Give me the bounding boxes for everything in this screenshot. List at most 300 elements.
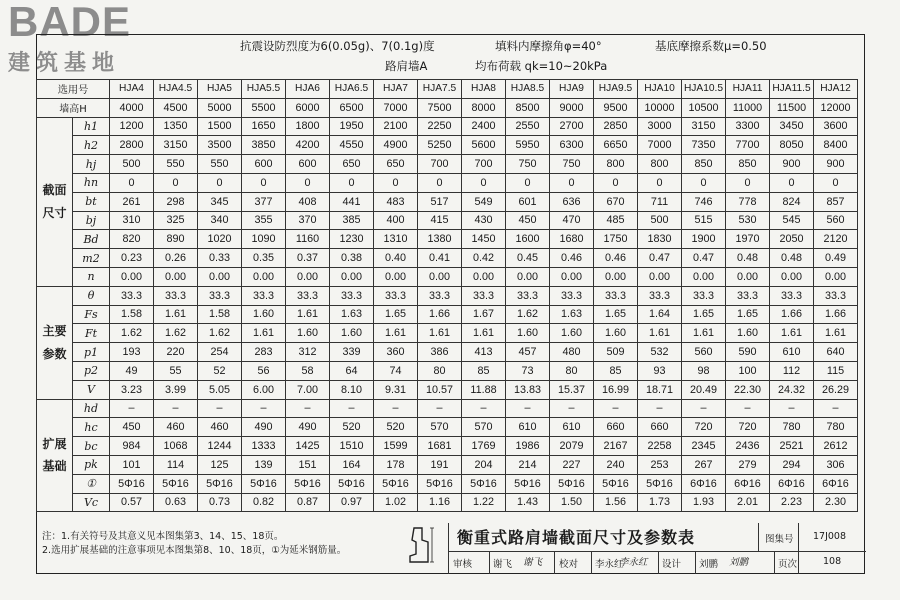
table-row bbox=[37, 380, 858, 399]
value-cell: – bbox=[374, 399, 418, 418]
value-cell: 0.47 bbox=[682, 249, 726, 268]
model-cell: HJA6 bbox=[286, 80, 330, 99]
value-cell: 6Φ16 bbox=[682, 474, 726, 493]
value-cell: 93 bbox=[638, 361, 682, 380]
value-cell: 386 bbox=[418, 343, 462, 362]
page-label: 页次 bbox=[778, 559, 798, 570]
value-cell: 33.3 bbox=[550, 286, 594, 305]
value-cell: 0.63 bbox=[154, 493, 198, 512]
value-cell: – bbox=[286, 399, 330, 418]
value-cell: 1380 bbox=[418, 230, 462, 249]
header-line-1 bbox=[200, 38, 860, 52]
value-cell: 570 bbox=[418, 418, 462, 437]
row-symbol: hn bbox=[73, 173, 110, 192]
value-cell: 1090 bbox=[242, 230, 286, 249]
height-cell: 4000 bbox=[110, 98, 154, 117]
model-cell: HJA11 bbox=[726, 80, 770, 99]
value-cell: 500 bbox=[110, 155, 154, 174]
value-cell: 430 bbox=[462, 211, 506, 230]
value-cell: 0.45 bbox=[506, 249, 550, 268]
value-cell: 0.00 bbox=[550, 267, 594, 286]
value-cell: 1.60 bbox=[594, 324, 638, 343]
value-cell: 1.58 bbox=[110, 305, 154, 324]
height-cell: 9000 bbox=[550, 98, 594, 117]
value-cell: 0 bbox=[330, 173, 374, 192]
value-cell: 850 bbox=[682, 155, 726, 174]
value-cell: 900 bbox=[770, 155, 814, 174]
designer-signature: 刘鹏 bbox=[729, 557, 749, 568]
value-cell: 1769 bbox=[462, 437, 506, 456]
value-cell: 1.22 bbox=[462, 493, 506, 512]
table-row bbox=[37, 173, 858, 192]
value-cell: 1.63 bbox=[550, 305, 594, 324]
value-cell: 2258 bbox=[638, 437, 682, 456]
value-cell: 1.66 bbox=[814, 305, 858, 324]
value-cell: 780 bbox=[770, 418, 814, 437]
value-cell: 560 bbox=[814, 211, 858, 230]
value-cell: 33.3 bbox=[418, 286, 462, 305]
value-cell: 601 bbox=[506, 192, 550, 211]
value-cell: 267 bbox=[682, 455, 726, 474]
value-cell: 3850 bbox=[242, 136, 286, 155]
value-cell: 0.26 bbox=[154, 249, 198, 268]
row-symbol: hc bbox=[73, 418, 110, 437]
value-cell: 1750 bbox=[594, 230, 638, 249]
table-row bbox=[37, 305, 858, 324]
model-cell: HJA9.5 bbox=[594, 80, 638, 99]
value-cell: 253 bbox=[638, 455, 682, 474]
value-cell: – bbox=[726, 399, 770, 418]
value-cell: 515 bbox=[682, 211, 726, 230]
height-cell: 5000 bbox=[198, 98, 242, 117]
value-cell: 610 bbox=[506, 418, 550, 437]
value-cell: 441 bbox=[330, 192, 374, 211]
value-cell: 750 bbox=[506, 155, 550, 174]
table-row bbox=[37, 418, 858, 437]
value-cell: 33.3 bbox=[770, 286, 814, 305]
header-fill-friction: 填料内摩擦角φ=40° bbox=[495, 39, 602, 53]
value-cell: 480 bbox=[550, 343, 594, 362]
value-cell: 0.73 bbox=[198, 493, 242, 512]
value-cell: 1.60 bbox=[506, 324, 550, 343]
value-cell: 0.33 bbox=[198, 249, 242, 268]
row-symbol: h1 bbox=[73, 117, 110, 136]
value-cell: 610 bbox=[550, 418, 594, 437]
value-cell: 0.38 bbox=[330, 249, 374, 268]
value-cell: 700 bbox=[462, 155, 506, 174]
checker-name: 李永红 bbox=[595, 559, 624, 570]
designer-name: 刘鹏 bbox=[699, 559, 719, 570]
value-cell: 1510 bbox=[330, 437, 374, 456]
value-cell: 408 bbox=[286, 192, 330, 211]
value-cell: 377 bbox=[242, 192, 286, 211]
value-cell: – bbox=[242, 399, 286, 418]
value-cell: – bbox=[418, 399, 462, 418]
review-label: 审核 bbox=[453, 559, 473, 570]
value-cell: 33.3 bbox=[682, 286, 726, 305]
value-cell: 139 bbox=[242, 455, 286, 474]
value-cell: 114 bbox=[154, 455, 198, 474]
value-cell: 254 bbox=[198, 343, 242, 362]
value-cell: 1.62 bbox=[506, 305, 550, 324]
value-cell: 3.23 bbox=[110, 380, 154, 399]
value-cell: 720 bbox=[682, 418, 726, 437]
value-cell: 1500 bbox=[198, 117, 242, 136]
value-cell: 279 bbox=[726, 455, 770, 474]
note-1: 注：1.有关符号及其意义见本图集第3、14、15、18页。 bbox=[42, 531, 284, 542]
value-cell: 530 bbox=[726, 211, 770, 230]
table-row bbox=[37, 211, 858, 230]
value-cell: – bbox=[198, 399, 242, 418]
model-cell: HJA10.5 bbox=[682, 80, 726, 99]
value-cell: 640 bbox=[814, 343, 858, 362]
row-symbol: p2 bbox=[73, 361, 110, 380]
value-cell: 1.66 bbox=[770, 305, 814, 324]
height-cell: 7000 bbox=[374, 98, 418, 117]
value-cell: 0 bbox=[726, 173, 770, 192]
value-cell: 98 bbox=[682, 361, 726, 380]
value-cell: 450 bbox=[506, 211, 550, 230]
value-cell: 6300 bbox=[550, 136, 594, 155]
group-label: 主要参数 bbox=[37, 286, 73, 399]
value-cell: 52 bbox=[198, 361, 242, 380]
value-cell: 7350 bbox=[682, 136, 726, 155]
value-cell: 520 bbox=[330, 418, 374, 437]
value-cell: 1200 bbox=[110, 117, 154, 136]
value-cell: 1.63 bbox=[330, 305, 374, 324]
value-cell: 1.65 bbox=[374, 305, 418, 324]
value-cell: 6Φ16 bbox=[726, 474, 770, 493]
value-cell: 0.97 bbox=[330, 493, 374, 512]
value-cell: 5Φ16 bbox=[462, 474, 506, 493]
value-cell: 33.3 bbox=[594, 286, 638, 305]
value-cell: 820 bbox=[110, 230, 154, 249]
value-cell: 800 bbox=[638, 155, 682, 174]
value-cell: 0 bbox=[418, 173, 462, 192]
value-cell: 360 bbox=[374, 343, 418, 362]
value-cell: 18.71 bbox=[638, 380, 682, 399]
value-cell: 1.60 bbox=[550, 324, 594, 343]
value-cell: 0.37 bbox=[286, 249, 330, 268]
height-cell: 8500 bbox=[506, 98, 550, 117]
value-cell: 10.57 bbox=[418, 380, 462, 399]
value-cell: 778 bbox=[726, 192, 770, 211]
model-cell: HJA5 bbox=[198, 80, 242, 99]
value-cell: 26.29 bbox=[814, 380, 858, 399]
value-cell: 33.3 bbox=[506, 286, 550, 305]
value-cell: 1.50 bbox=[550, 493, 594, 512]
row-symbol: hj bbox=[73, 155, 110, 174]
value-cell: 74 bbox=[374, 361, 418, 380]
value-cell: 58 bbox=[286, 361, 330, 380]
value-cell: 4900 bbox=[374, 136, 418, 155]
value-cell: 4550 bbox=[330, 136, 374, 155]
value-cell: 370 bbox=[286, 211, 330, 230]
logo-brand-cn-text: 建筑基地 bbox=[8, 51, 121, 76]
value-cell: 1160 bbox=[286, 230, 330, 249]
value-cell: 0.00 bbox=[374, 267, 418, 286]
value-cell: 261 bbox=[110, 192, 154, 211]
value-cell: 13.83 bbox=[506, 380, 550, 399]
value-cell: 800 bbox=[594, 155, 638, 174]
value-cell: 2167 bbox=[594, 437, 638, 456]
value-cell: 0.00 bbox=[418, 267, 462, 286]
row-symbol: V bbox=[73, 380, 110, 399]
value-cell: 33.3 bbox=[198, 286, 242, 305]
value-cell: 9.31 bbox=[374, 380, 418, 399]
table-row bbox=[37, 192, 858, 211]
value-cell: 5950 bbox=[506, 136, 550, 155]
group-label: 扩展基础 bbox=[37, 399, 73, 512]
value-cell: 1.02 bbox=[374, 493, 418, 512]
page-number: 108 bbox=[823, 556, 842, 567]
value-cell: 560 bbox=[682, 343, 726, 362]
model-cell: HJA12 bbox=[814, 80, 858, 99]
value-cell: 0 bbox=[242, 173, 286, 192]
value-cell: 80 bbox=[550, 361, 594, 380]
header-line-2 bbox=[200, 58, 860, 72]
value-cell: 720 bbox=[726, 418, 770, 437]
value-cell: 3.99 bbox=[154, 380, 198, 399]
model-cell: HJA5.5 bbox=[242, 80, 286, 99]
value-cell: 0.00 bbox=[462, 267, 506, 286]
table-row bbox=[37, 361, 858, 380]
value-cell: 1800 bbox=[286, 117, 330, 136]
value-cell: 1425 bbox=[286, 437, 330, 456]
value-cell: 0.42 bbox=[462, 249, 506, 268]
value-cell: 1.60 bbox=[242, 305, 286, 324]
value-cell: 5Φ16 bbox=[154, 474, 198, 493]
value-cell: 1.65 bbox=[726, 305, 770, 324]
height-cell: 7500 bbox=[418, 98, 462, 117]
value-cell: 33.3 bbox=[462, 286, 506, 305]
value-cell: 590 bbox=[726, 343, 770, 362]
value-cell: 0 bbox=[154, 173, 198, 192]
value-cell: 470 bbox=[550, 211, 594, 230]
value-cell: 112 bbox=[770, 361, 814, 380]
model-cell: HJA4 bbox=[110, 80, 154, 99]
model-row bbox=[37, 80, 858, 99]
logo-brand-text: BADE bbox=[8, 0, 132, 45]
value-cell: – bbox=[110, 399, 154, 418]
value-cell: 1.62 bbox=[198, 324, 242, 343]
value-cell: 11.88 bbox=[462, 380, 506, 399]
value-cell: 214 bbox=[506, 455, 550, 474]
table-row bbox=[37, 117, 858, 136]
value-cell: 670 bbox=[594, 192, 638, 211]
value-cell: 33.3 bbox=[154, 286, 198, 305]
value-cell: 6.00 bbox=[242, 380, 286, 399]
value-cell: 306 bbox=[814, 455, 858, 474]
value-cell: 1.61 bbox=[154, 305, 198, 324]
value-cell: 0.46 bbox=[550, 249, 594, 268]
value-cell: 2050 bbox=[770, 230, 814, 249]
value-cell: – bbox=[814, 399, 858, 418]
height-cell: 5500 bbox=[242, 98, 286, 117]
value-cell: 485 bbox=[594, 211, 638, 230]
value-cell: 101 bbox=[110, 455, 154, 474]
table-row bbox=[37, 343, 858, 362]
row-symbol: bc bbox=[73, 437, 110, 456]
value-cell: 857 bbox=[814, 192, 858, 211]
value-cell: 0.00 bbox=[154, 267, 198, 286]
value-cell: 33.3 bbox=[242, 286, 286, 305]
value-cell: 545 bbox=[770, 211, 814, 230]
value-cell: – bbox=[550, 399, 594, 418]
table-row bbox=[37, 267, 858, 286]
value-cell: 850 bbox=[726, 155, 770, 174]
value-cell: 5Φ16 bbox=[594, 474, 638, 493]
value-cell: 460 bbox=[154, 418, 198, 437]
value-cell: 33.3 bbox=[638, 286, 682, 305]
value-cell: 0.48 bbox=[726, 249, 770, 268]
value-cell: 0 bbox=[638, 173, 682, 192]
value-cell: 1.60 bbox=[726, 324, 770, 343]
value-cell: 0 bbox=[462, 173, 506, 192]
row-symbol: Bd bbox=[73, 230, 110, 249]
row-symbol: p1 bbox=[73, 343, 110, 362]
value-cell: 6650 bbox=[594, 136, 638, 155]
value-cell: 385 bbox=[330, 211, 374, 230]
value-cell: – bbox=[462, 399, 506, 418]
atlas-number: 17J008 bbox=[813, 531, 847, 542]
value-cell: – bbox=[770, 399, 814, 418]
value-cell: 570 bbox=[462, 418, 506, 437]
value-cell: 33.3 bbox=[286, 286, 330, 305]
value-cell: 0.00 bbox=[682, 267, 726, 286]
model-cell: HJA11.5 bbox=[770, 80, 814, 99]
value-cell: 1.65 bbox=[594, 305, 638, 324]
value-cell: 0.40 bbox=[374, 249, 418, 268]
value-cell: 5.05 bbox=[198, 380, 242, 399]
value-cell: 7700 bbox=[726, 136, 770, 155]
height-cell: 10500 bbox=[682, 98, 726, 117]
value-cell: 355 bbox=[242, 211, 286, 230]
value-cell: 2700 bbox=[550, 117, 594, 136]
value-cell: 5Φ16 bbox=[330, 474, 374, 493]
value-cell: 283 bbox=[242, 343, 286, 362]
design-label: 设计 bbox=[662, 559, 682, 570]
value-cell: 1680 bbox=[550, 230, 594, 249]
value-cell: 1.66 bbox=[418, 305, 462, 324]
value-cell: 80 bbox=[418, 361, 462, 380]
value-cell: 0 bbox=[550, 173, 594, 192]
value-cell: 0.87 bbox=[286, 493, 330, 512]
value-cell: 1986 bbox=[506, 437, 550, 456]
value-cell: 1.56 bbox=[594, 493, 638, 512]
model-cell: HJA7 bbox=[374, 80, 418, 99]
value-cell: 0.00 bbox=[198, 267, 242, 286]
value-cell: 1.60 bbox=[286, 324, 330, 343]
value-cell: 298 bbox=[154, 192, 198, 211]
value-cell: 2400 bbox=[462, 117, 506, 136]
value-cell: 2250 bbox=[418, 117, 462, 136]
value-cell: 2800 bbox=[110, 136, 154, 155]
model-cell: HJA4.5 bbox=[154, 80, 198, 99]
table-row bbox=[37, 324, 858, 343]
value-cell: 3150 bbox=[154, 136, 198, 155]
value-cell: 1600 bbox=[506, 230, 550, 249]
table-row bbox=[37, 455, 858, 474]
value-cell: 15.37 bbox=[550, 380, 594, 399]
row-symbol: bj bbox=[73, 211, 110, 230]
value-cell: 7000 bbox=[638, 136, 682, 155]
value-cell: 2079 bbox=[550, 437, 594, 456]
value-cell: 6Φ16 bbox=[770, 474, 814, 493]
value-cell: 457 bbox=[506, 343, 550, 362]
value-cell: 780 bbox=[814, 418, 858, 437]
value-cell: 5Φ16 bbox=[418, 474, 462, 493]
value-cell: 178 bbox=[374, 455, 418, 474]
value-cell: 0 bbox=[110, 173, 154, 192]
value-cell: 1830 bbox=[638, 230, 682, 249]
value-cell: 3300 bbox=[726, 117, 770, 136]
value-cell: 700 bbox=[418, 155, 462, 174]
row-symbol: h2 bbox=[73, 136, 110, 155]
sheet-title: 衡重式路肩墙截面尺寸及参数表 bbox=[457, 528, 696, 547]
header-wall-type: 路肩墙A bbox=[385, 59, 428, 73]
value-cell: 85 bbox=[462, 361, 506, 380]
value-cell: 650 bbox=[330, 155, 374, 174]
value-cell: 0.23 bbox=[110, 249, 154, 268]
value-cell: 3500 bbox=[198, 136, 242, 155]
value-cell: 450 bbox=[110, 418, 154, 437]
value-cell: 400 bbox=[374, 211, 418, 230]
value-cell: 1333 bbox=[242, 437, 286, 456]
row-symbol: Vc bbox=[73, 493, 110, 512]
value-cell: 0 bbox=[682, 173, 726, 192]
value-cell: 20.49 bbox=[682, 380, 726, 399]
value-cell: 24.32 bbox=[770, 380, 814, 399]
value-cell: 2521 bbox=[770, 437, 814, 456]
table-row bbox=[37, 136, 858, 155]
value-cell: 509 bbox=[594, 343, 638, 362]
table-row bbox=[37, 249, 858, 268]
value-cell: – bbox=[154, 399, 198, 418]
height-cell: 11000 bbox=[726, 98, 770, 117]
value-cell: 193 bbox=[110, 343, 154, 362]
value-cell: 0.48 bbox=[770, 249, 814, 268]
value-cell: 325 bbox=[154, 211, 198, 230]
value-cell: 1230 bbox=[330, 230, 374, 249]
row-symbol: Ft bbox=[73, 324, 110, 343]
height-cell: 6500 bbox=[330, 98, 374, 117]
value-cell: 520 bbox=[374, 418, 418, 437]
value-cell: 1.61 bbox=[374, 324, 418, 343]
notes bbox=[42, 530, 402, 558]
value-cell: 345 bbox=[198, 192, 242, 211]
value-cell: 2120 bbox=[814, 230, 858, 249]
value-cell: 310 bbox=[110, 211, 154, 230]
value-cell: 1.67 bbox=[462, 305, 506, 324]
value-cell: 5Φ16 bbox=[550, 474, 594, 493]
value-cell: 500 bbox=[638, 211, 682, 230]
reviewer-signature: 谢飞 bbox=[523, 557, 543, 568]
model-cell: HJA9 bbox=[550, 80, 594, 99]
value-cell: 0 bbox=[594, 173, 638, 192]
value-cell: 1310 bbox=[374, 230, 418, 249]
value-cell: 1950 bbox=[330, 117, 374, 136]
row-symbol: pk bbox=[73, 455, 110, 474]
value-cell: 0.00 bbox=[726, 267, 770, 286]
value-cell: 0.46 bbox=[594, 249, 638, 268]
value-cell: 3150 bbox=[682, 117, 726, 136]
value-cell: 6Φ16 bbox=[814, 474, 858, 493]
value-cell: 0 bbox=[814, 173, 858, 192]
value-cell: 1350 bbox=[154, 117, 198, 136]
value-cell: 1681 bbox=[418, 437, 462, 456]
value-cell: 0.00 bbox=[330, 267, 374, 286]
